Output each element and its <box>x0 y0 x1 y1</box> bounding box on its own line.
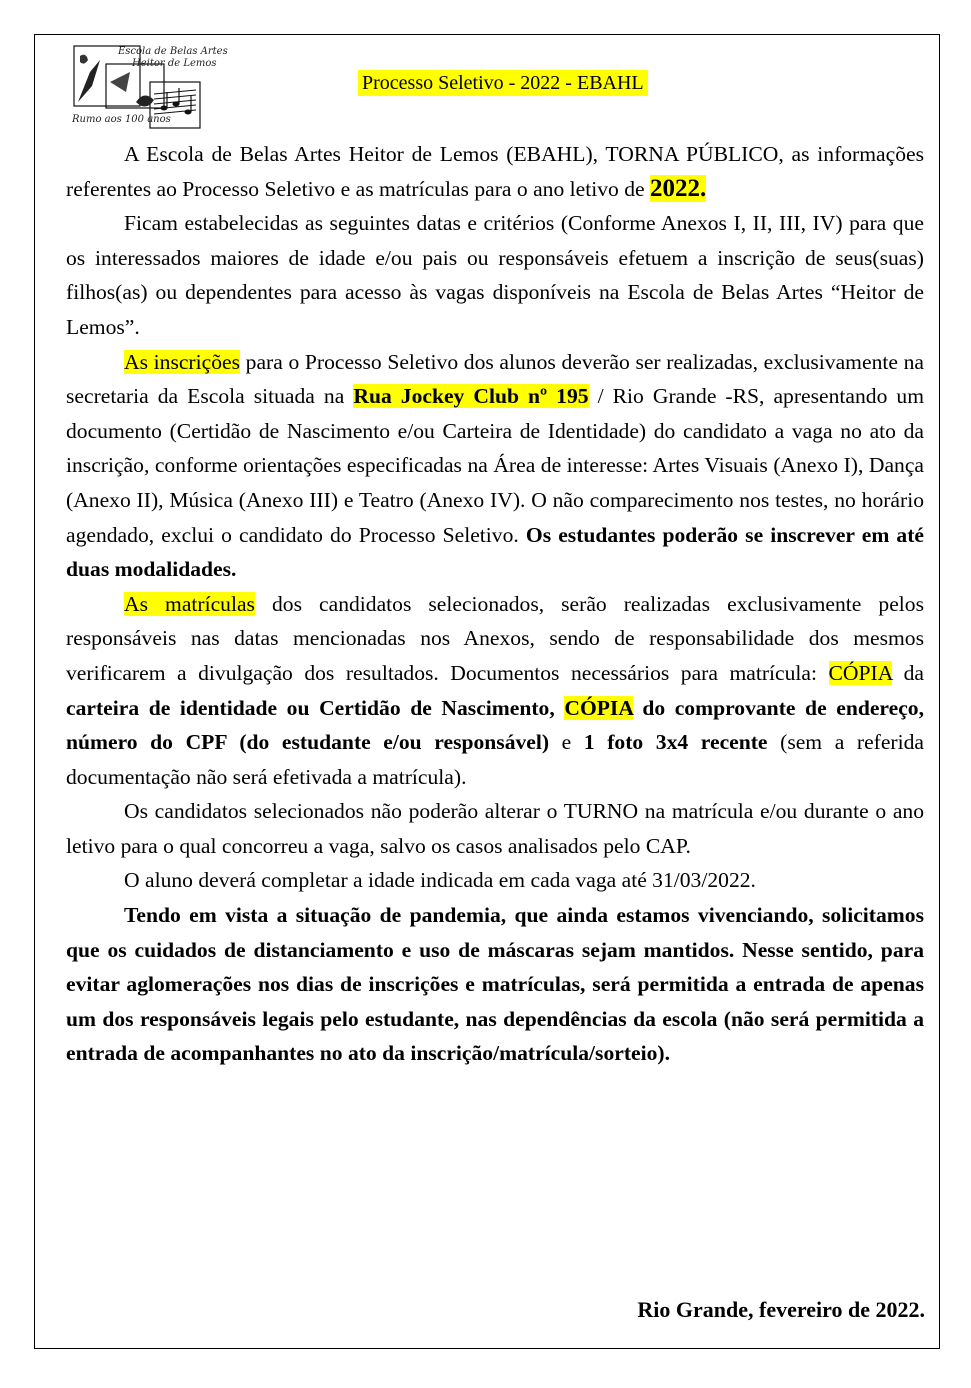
matriculas-text-c: e <box>549 730 584 755</box>
inscricoes-text-a: para o Processo Seletivo dos alunos deverão ser realizadas, exclusivamente na secretaria da Escola situada na <box>66 349 924 409</box>
matriculas-bold-a: carteira de identidade ou Certidão de Nascimento, <box>66 695 565 720</box>
school-logo <box>70 42 228 132</box>
matriculas-text-b: da <box>892 660 924 685</box>
paragraph-pandemia: Tendo em vista a situação de pandemia, que ainda estamos vivenciando, solicitamos que os cuidados de distanciamento e uso de máscaras sejam mantidos. Nesse sentido, para evitar aglomerações nos dias de inscrições e matrículas, será permitida a entrada de apenas um dos responsáveis legais pelo estudante, nas dependências da escola (não será permitida a entrada de acompanhantes no ato da inscrição/matrícula/sorteio). <box>66 903 924 1066</box>
announcement-year: 2022. <box>650 174 707 202</box>
matriculas-bold-c: 1 foto 3x4 recente <box>583 730 768 755</box>
logo-name-line1: Escola de Belas Artes <box>118 46 228 57</box>
inscricoes-highlight: As inscrições <box>124 349 240 374</box>
paragraph-criteria: Ficam estabelecidas as seguintes datas e critérios (Conforme Anexos I, II, III, IV) para que os interessados maiores de idade e/ou pais ou responsáveis efetuem a inscrição de seus(suas) filhos(as) ou dependentes para acesso às vagas disponíveis na Escola de Belas Artes “Heitor de Lemos”. <box>66 211 924 339</box>
paragraph-matriculas <box>66 587 924 795</box>
paragraph-announcement <box>66 137 924 206</box>
logo-name-line2: Heitor de Lemos <box>132 58 217 69</box>
copia-highlight-1: CÓPIA <box>828 660 893 685</box>
copia-highlight-2: CÓPIA <box>564 695 633 720</box>
matriculas-bold-b: do comprovante de endereço, número do CPF (do estudante e/ou responsável) <box>66 695 924 755</box>
inscricoes-text-b: / Rio Grande -RS, apresentando um documento (Certidão de Nascimento e/ou Carteira de Identidade) do candidato a vaga no ato da inscrição, conforme orientações especificadas na Área de interesse: Artes Visuais (Anexo I), Dança (Anexo II), Música (Anexo III) e Teatro (Anexo IV). O não comparecimento nos testes, no horário agendado, exclui o candidato do Processo Seletivo. <box>66 384 925 547</box>
logo-motto: Rumo aos 100 anos <box>72 114 171 125</box>
document-title: Processo Seletivo - 2022 - EBAHL <box>358 70 648 96</box>
inscricoes-bold-note: Os estudantes poderão se inscrever em até duas modalidades. <box>66 522 924 582</box>
matriculas-text-d: (sem a referida documentação não será efetivada a matrícula). <box>66 730 924 789</box>
signature-date: Rio Grande, fevereiro de 2022. <box>637 1297 925 1322</box>
announcement-text: A Escola de Belas Artes Heitor de Lemos (EBAHL), TORNA PÚBLICO, as informações referentes ao Processo Seletivo e as matrículas para o ano letivo de <box>66 142 924 201</box>
paragraph-inscricoes <box>66 345 924 587</box>
school-address: Rua Jockey Club nº 195 <box>353 384 589 409</box>
paragraph-turno: Os candidatos selecionados não poderão alterar o TURNO na matrícula e/ou durante o ano letivo para o qual concorreu a vaga, salvo os casos analisados pelo CAP. <box>66 799 924 858</box>
matriculas-text-a: dos candidatos selecionados, serão realizadas exclusivamente pelos responsáveis nas datas mencionadas nos Anexos, sendo de responsabilidade dos mesmos verificarem a divulgação dos resultados. Documentos necessários para matrícula: <box>66 591 924 685</box>
document-body <box>66 137 924 1071</box>
paragraph-idade: O aluno deverá completar a idade indicada em cada vaga até 31/03/2022. <box>124 868 756 893</box>
matriculas-highlight: As matrículas <box>124 591 255 616</box>
